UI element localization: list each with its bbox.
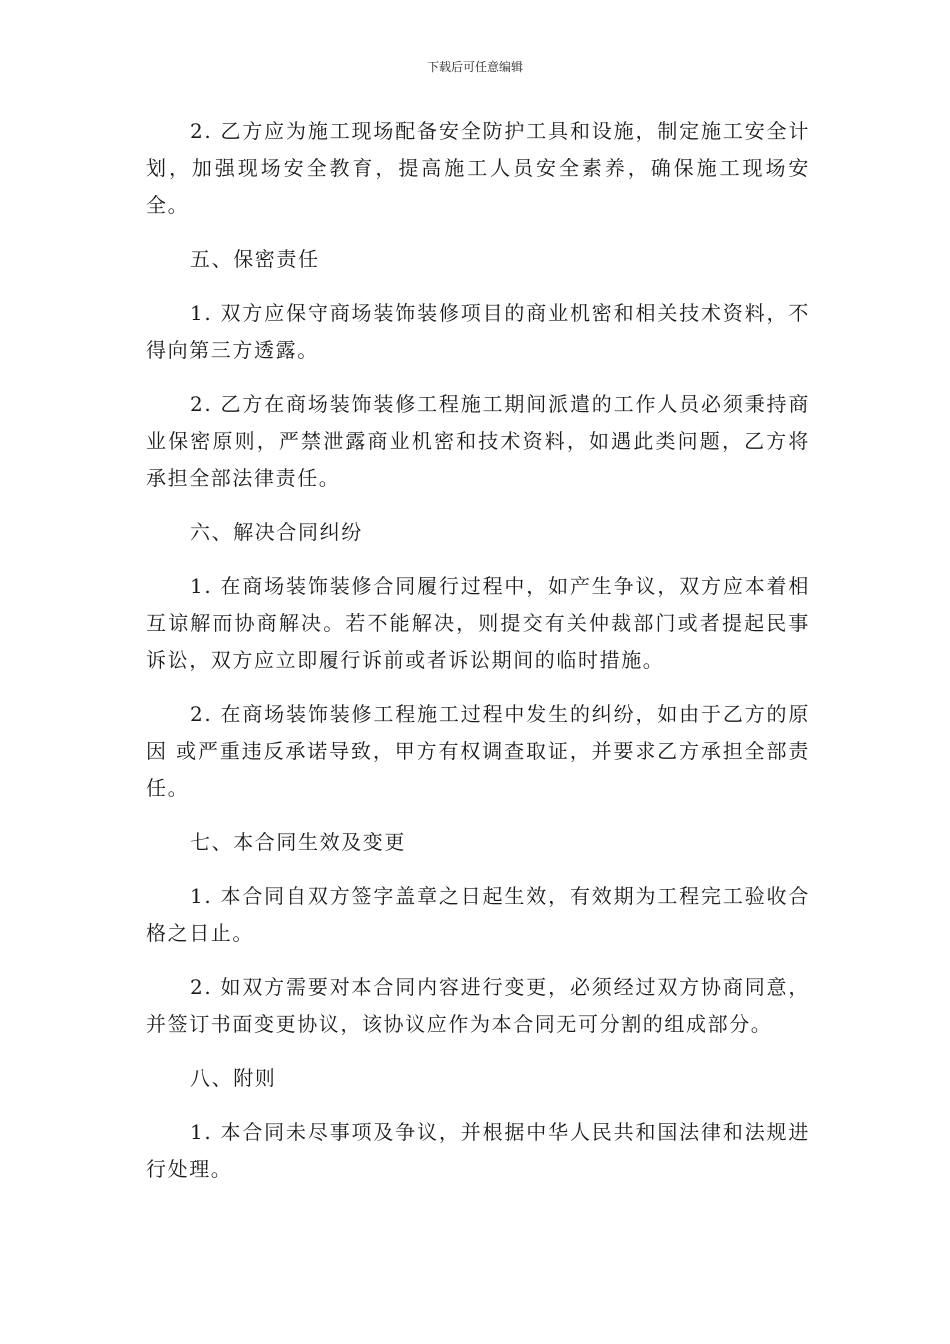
- paragraph: 1. 在商场装饰装修合同履行过程中，如产生争议，双方应本着相互谅解而协商解决。若不能解决，则提交有关仲裁部门或者提起民事诉讼，双方应立即履行诉前或者诉讼期间的临时措施。: [146, 574, 810, 672]
- paragraph: 1. 双方应保守商场装饰装修项目的商业机密和相关技术资料，不得向第三方透露。: [146, 301, 810, 362]
- section-heading: 五、保密责任: [190, 247, 320, 271]
- section-heading: 七、本合同生效及变更: [190, 830, 406, 854]
- paragraph: 2. 如双方需要对本合同内容进行变更，必须经过双方协商同意，并签订书面变更协议，该协议应作为本合同无可分割的组成部分。: [146, 975, 810, 1036]
- paragraph: 2. 乙方在商场装饰装修工程施工期间派遣的工作人员必须秉持商业保密原则，严禁泄露商业机密和技术资料，如遇此类问题，乙方将承担全部法律责任。: [146, 392, 810, 490]
- section-heading: 八、附则: [190, 1066, 277, 1090]
- section-heading: 六、解决合同纠纷: [190, 520, 363, 544]
- paragraph: 1. 本合同未尽事项及争议，并根据中华人民共和国法律和法规进行处理。: [146, 1120, 810, 1181]
- paragraph: 2. 在商场装饰装修工程施工过程中发生的纠纷，如由于乙方的原因 或严重违反承诺导致，甲方有权调查取证，并要求乙方承担全部责任。: [146, 702, 810, 800]
- paragraph: 1. 本合同自双方签字盖章之日起生效，有效期为工程完工验收合格之日止。: [146, 884, 810, 945]
- header-note: 下载后可任意编辑: [426, 60, 523, 74]
- document-body: [146, 113, 810, 1205]
- paragraph: 2. 乙方应为施工现场配备安全防护工具和设施，制定施工安全计划，加强现场安全教育，提高施工人员安全素养，确保施工现场安全。: [146, 119, 810, 217]
